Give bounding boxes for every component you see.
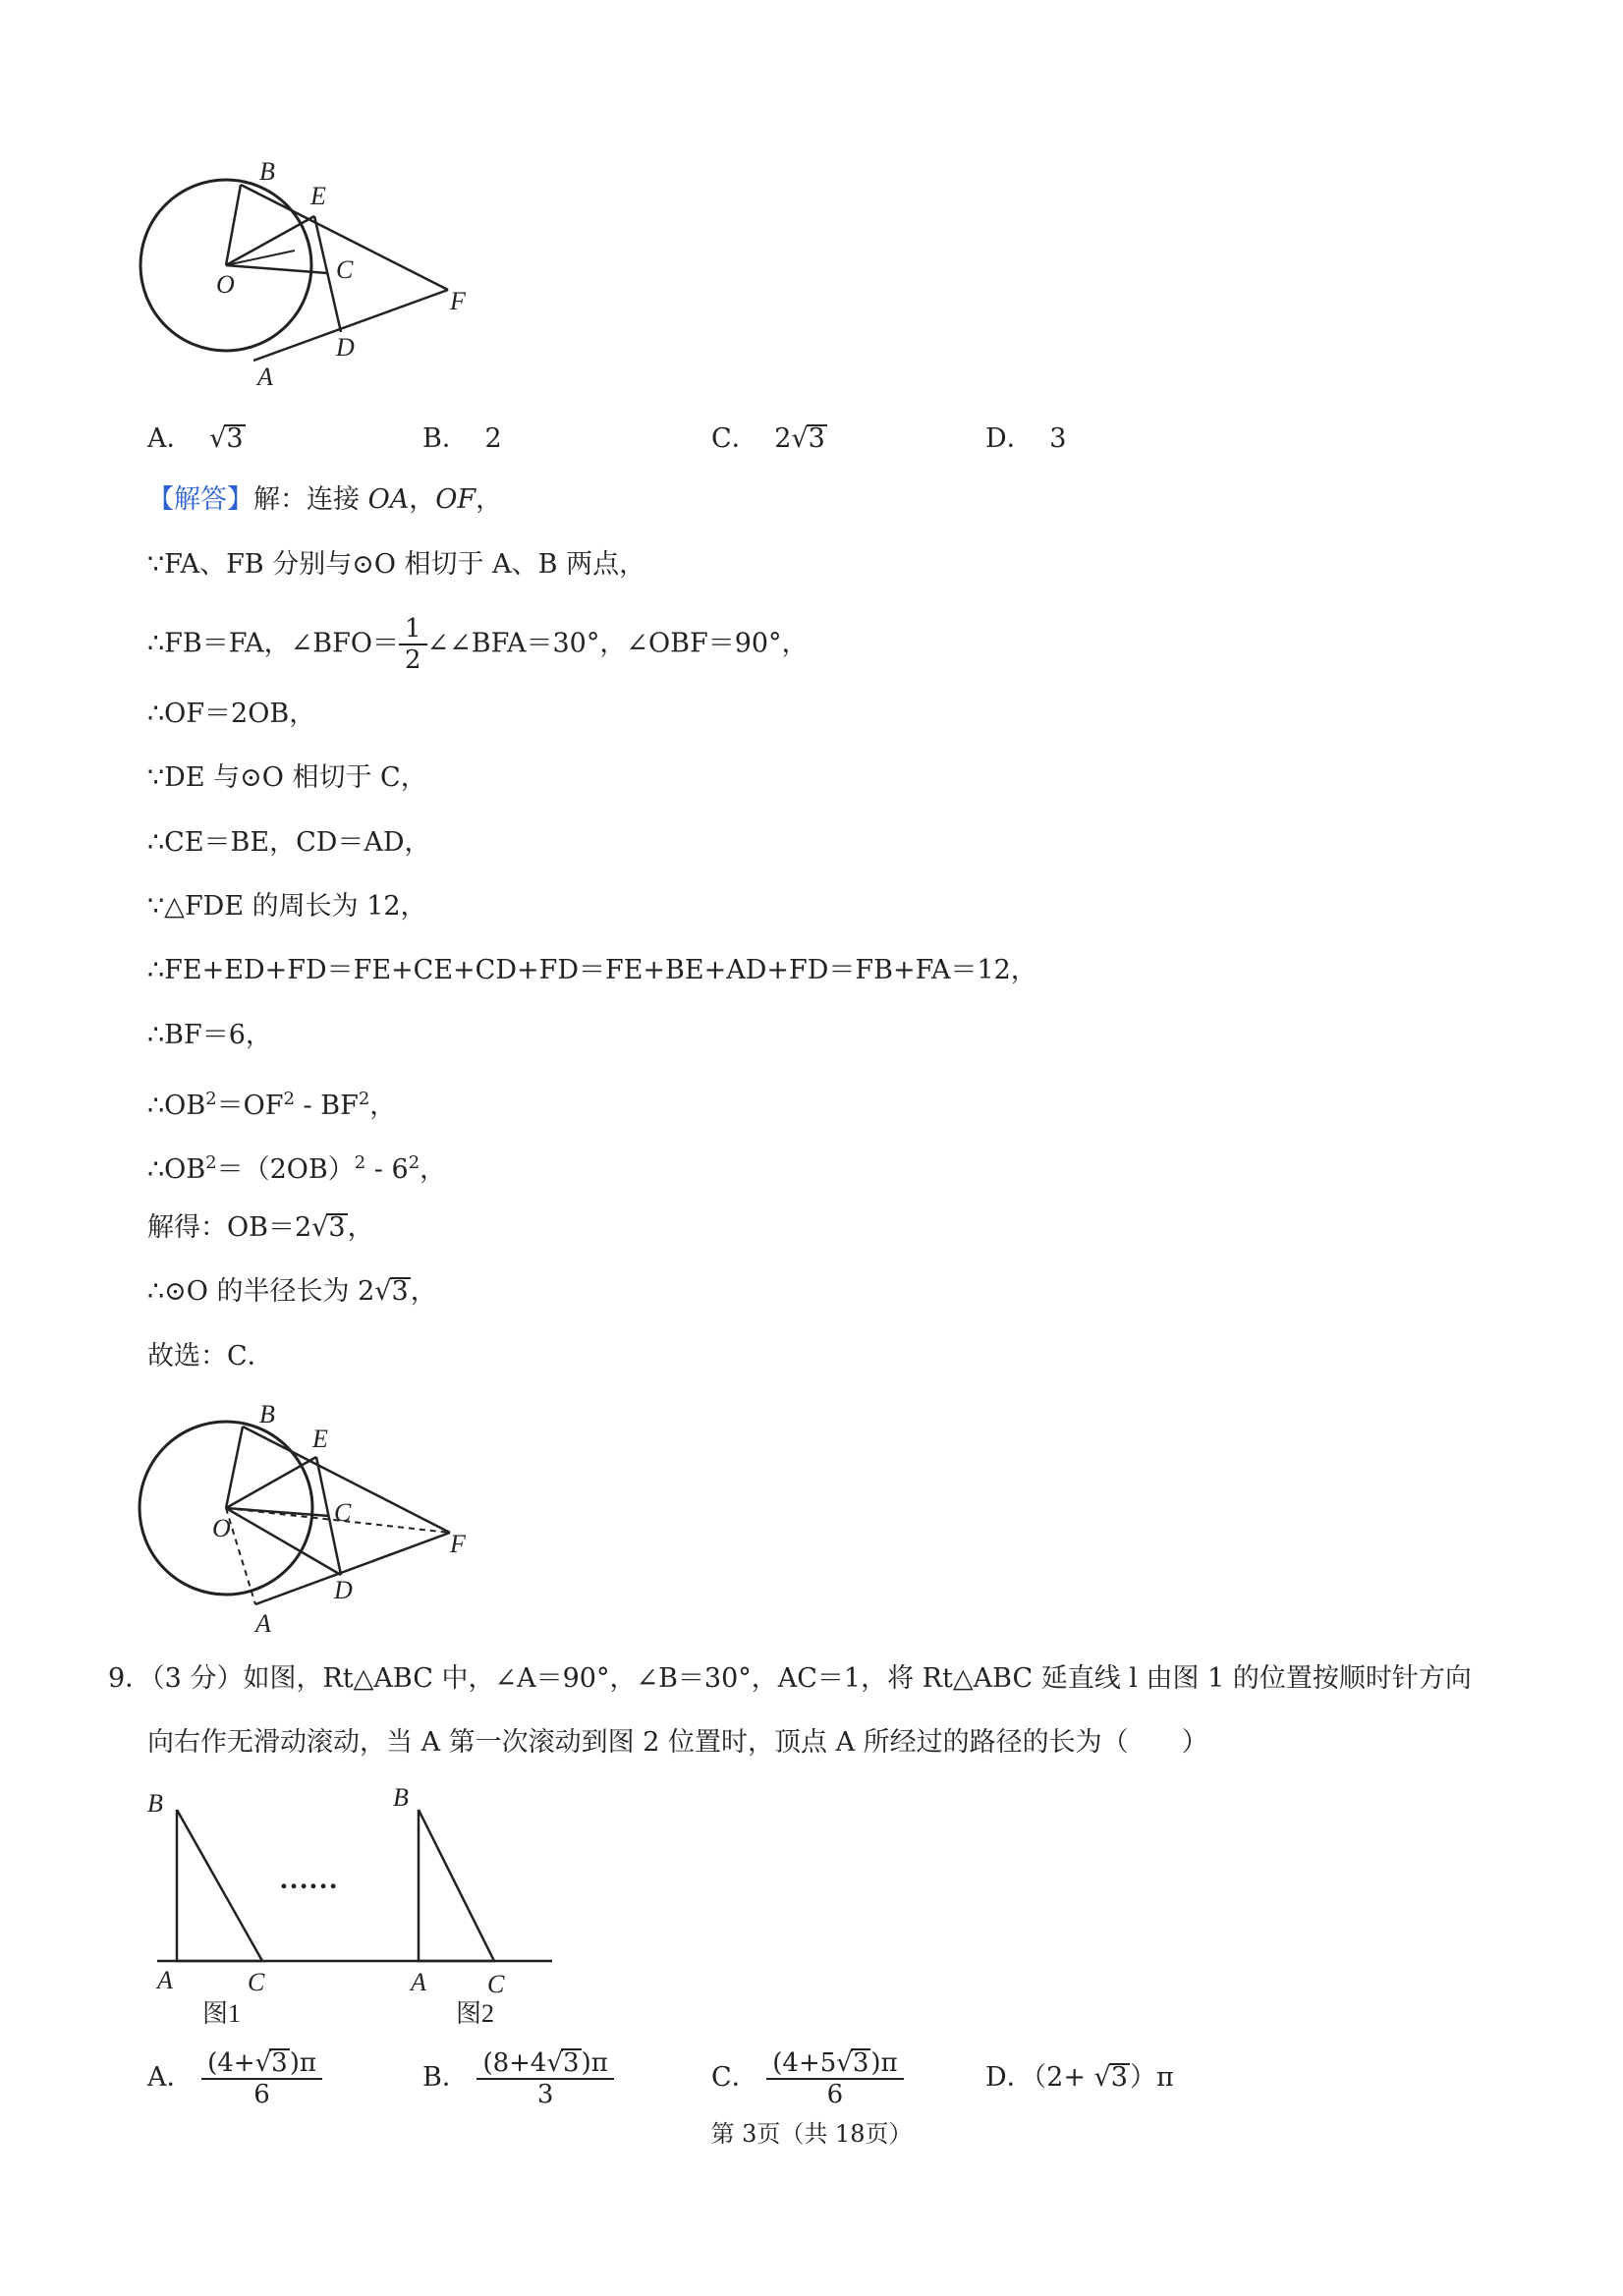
solution-line-11: $\therefore OB^2=(2OB)^2 - 6^2$， bbox=[147, 1152, 447, 1185]
label-D: D bbox=[334, 1576, 353, 1604]
fig1-label-A: A bbox=[157, 1966, 173, 1994]
q8-option-b: B． 2 bbox=[422, 423, 502, 454]
solution-line-8: ∴FE+ED+FD＝FE+CE+CD+FD＝FE+BE+AD+FD＝FB+FA＝12， bbox=[147, 955, 1037, 985]
solution-line-7: ∵△FDE 的周长为 12， bbox=[147, 891, 427, 922]
label-F: F bbox=[450, 287, 466, 315]
fig2-label-C: C bbox=[487, 1970, 505, 1998]
label-E: E bbox=[310, 182, 326, 210]
q8-option-a: A． √3 bbox=[147, 423, 244, 454]
fig1-label-C: C bbox=[248, 1968, 265, 1996]
solution-line-1: 【解答】解：连接 OA，OF， bbox=[147, 484, 503, 515]
circle-tangent-figure-top bbox=[138, 157, 491, 393]
circle-tangent-figure-solution bbox=[138, 1400, 491, 1641]
q8-option-d: D． 3 bbox=[985, 423, 1067, 454]
solution-line-4: ∴OF＝2OB， bbox=[147, 699, 316, 729]
q9-option-b: B． $\frac{(8+4√3)\pi}{3}$ bbox=[422, 2044, 614, 2112]
solution-line-12: 解得：OB＝2√3， bbox=[147, 1212, 374, 1243]
label-A: A bbox=[255, 1609, 271, 1638]
label-A: A bbox=[257, 363, 273, 391]
fraction-half: $\frac{1}{2}$ bbox=[399, 614, 427, 675]
solution-line-2: ∵FA、FB 分别与⊙O 相切于 A、B 两点， bbox=[147, 549, 646, 580]
solution-line-6: ∴CE＝BE，CD＝AD， bbox=[147, 827, 431, 858]
q9-stem-line-2: 向右作无滑动滚动，当 A 第一次滚动到图 2 位置时，顶点 A 所经过的路径的长为（ ） bbox=[147, 1727, 1208, 1758]
label-B: B bbox=[259, 157, 275, 186]
label-B: B bbox=[259, 1400, 275, 1428]
ellipsis-dots: …… bbox=[279, 1863, 338, 1895]
solution-line-14: 故选：C． bbox=[147, 1341, 274, 1372]
fig2-label-A: A bbox=[411, 1968, 426, 1996]
fig1-label-B: B bbox=[147, 1789, 163, 1818]
label-O: O bbox=[212, 1514, 231, 1542]
label-C: C bbox=[336, 255, 354, 284]
q9-stem-line-1: 9．（3 分）如图，Rt△ABC 中，∠A＝90°，∠B＝30°，AC＝1，将 Rt△ABC 延直线 l 由图 1 的位置按顺时针方向 bbox=[108, 1663, 1472, 1694]
solution-line-10: $\therefore OB^2=OF^2 - BF^2$， bbox=[147, 1089, 397, 1121]
label-O: O bbox=[216, 270, 235, 299]
solution-line-9: ∴BF＝6， bbox=[147, 1020, 272, 1050]
fig2-caption: 图2 bbox=[456, 1999, 495, 2028]
fig1-caption: 图1 bbox=[202, 1999, 242, 2028]
q8-option-c: C． 2√3 bbox=[711, 423, 825, 454]
q9-option-a: A． $\frac{(4+√3)\pi}{6}$ bbox=[147, 2044, 322, 2112]
page-footer: 第 3页（共 18页） bbox=[710, 2120, 913, 2148]
rolling-triangle-figure bbox=[147, 1778, 570, 2034]
label-E: E bbox=[312, 1425, 328, 1453]
fig2-label-B: B bbox=[393, 1783, 409, 1812]
q9-option-d: D．（2+ √3）π bbox=[985, 2062, 1174, 2093]
solution-line-13: ∴⊙O 的半径长为 2√3， bbox=[147, 1276, 437, 1307]
label-F: F bbox=[450, 1530, 466, 1558]
q9-option-c: C． $\frac{(4+5√3)\pi}{6}$ bbox=[711, 2044, 904, 2112]
label-D: D bbox=[336, 333, 355, 362]
solution-line-5: ∵DE 与⊙O 相切于 C， bbox=[147, 762, 427, 793]
solution-line-3: ∴FB＝FA，∠BFO＝ $\frac{1}{2}$ ∠∠BFA＝30°，∠OBF＝90°， bbox=[147, 614, 809, 675]
label-C: C bbox=[334, 1498, 352, 1527]
